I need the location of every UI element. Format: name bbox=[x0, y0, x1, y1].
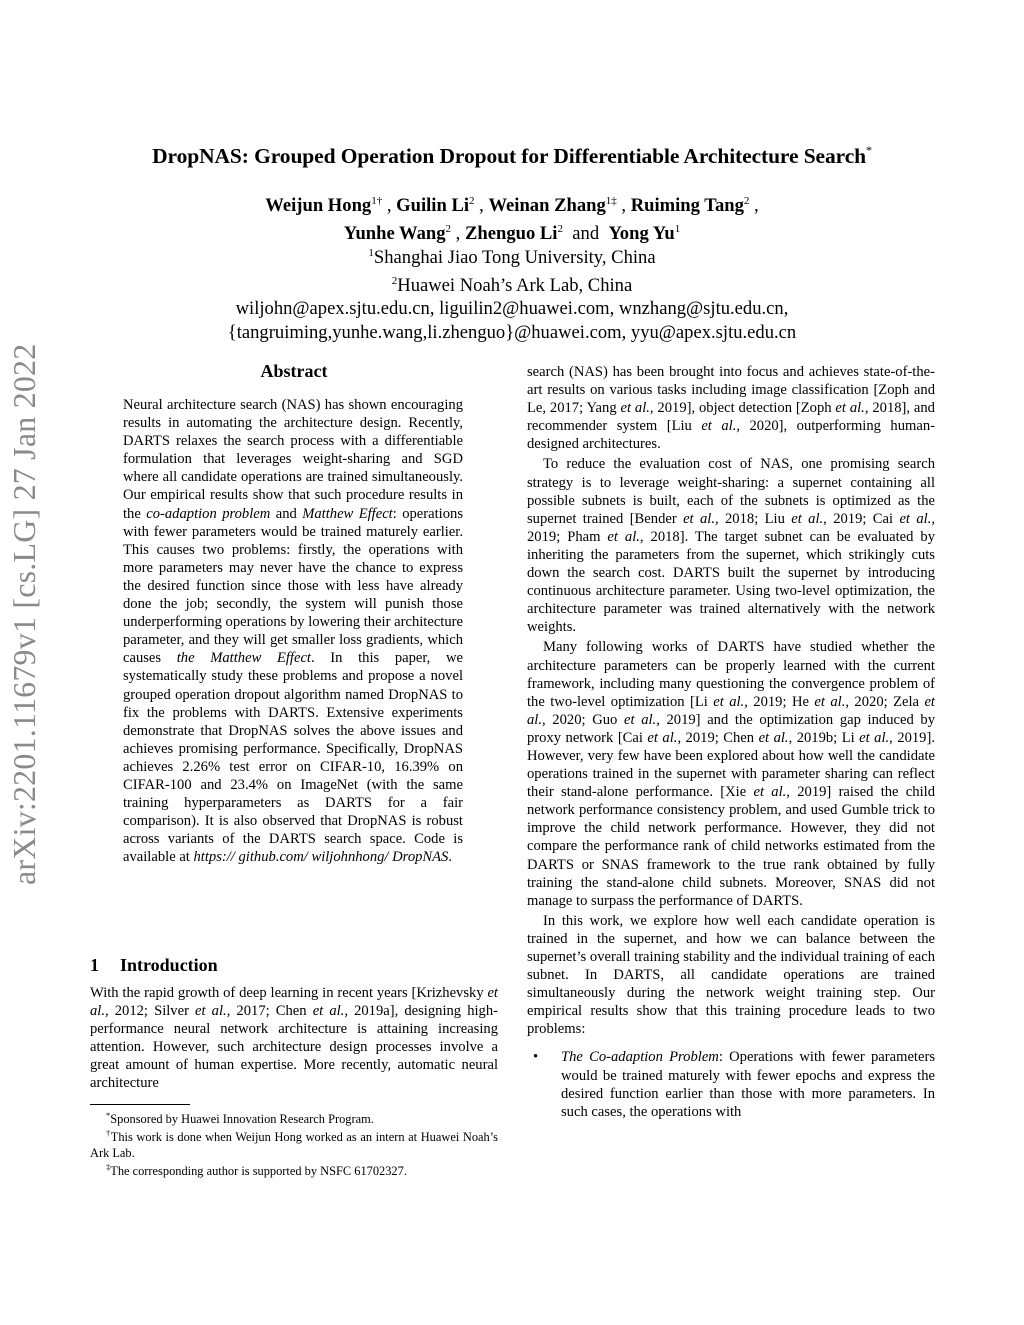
arxiv-identifier: arXiv:2201.11679v1 [cs.LG] 27 Jan 2022 bbox=[6, 343, 42, 885]
author-line-2: Yunhe Wang$^2$ , Zhenguo Li$^2$ and Yong Yu$^1$ bbox=[343, 222, 681, 244]
author-line-1: Weijun Hong$^{1\dagger}$ , Guilin Li$^2$ , Weinan Zhang$^{1\ddagger}$ , Ruiming Tang$^2$ , bbox=[265, 195, 759, 216]
abstract-heading: Abstract bbox=[260, 361, 328, 381]
bullet-dot: • bbox=[533, 1049, 539, 1066]
affiliation-1: $^1$Shanghai Jiao Tong University, China bbox=[368, 247, 656, 268]
author-name: Yong Yu bbox=[608, 222, 675, 244]
paragraph: Many following works of DARTS have studied whether the architecture parameters can be properly learned with the current framework, including many questioning the convergence problem of the two-level optimization [Li et al., 2019; He et al., 2020; Zela et al., 2020; Guo et al., 2019] and the optimization gap induced by proxy network [Cai et al., 2019; Chen et al., 2019b; Li et al., 2019]. However, very few have been explored about how well the candidate operations trained in the supernet with parameter sharing can reflect their stand-alone performance. [Xie et al., 2019] raised the child network performance consistency problem, and used Gumble trick to improve the child network performance. However, they did not compare the performance rank of child networks estimated from the DARTS or SNAS framework to the true rank obtained by fully training the stand-alone child subnets. Moreover, SNAS did not manage to surpass the performance of DARTS. bbox=[527, 639, 936, 909]
author-name: Yunhe Wang bbox=[343, 222, 446, 244]
paper-title: DropNAS: Grouped Operation Dropout for Differentiable Architecture Search* bbox=[152, 143, 872, 168]
right-column bbox=[527, 363, 935, 1121]
affiliation-2: $^2$Huawei Noah’s Ark Lab, China bbox=[391, 274, 633, 296]
abstract-body: Neural architecture search (NAS) has shown encouraging results in automating the architecture design. Recently, DARTS relaxes the search process with a differentiable formulation that leverages weight-sharing and SGD where all candidate operations are trained simultaneously. Our empirical results show that such procedure results in the co-adaption problem and Matthew Effect: operations with fewer parameters would be trained maturely earlier. This causes two problems: firstly, the operations with more parameters may never have the chance to express the desired function since those with less have already done the job; secondly, the system will punish those underperforming operations by lowering their architecture parameter, and they will get smaller loss gradients, which causes the Matthew Effect. In this paper, we systematically study these problems and propose a novel grouped operation dropout algorithm named DropNAS to fix the problems with DARTS. Extensive experiments demonstrate that DropNAS solves the above issues and achieves promising performance. Specifically, DropNAS achieves 2.26% test error on CIFAR-10, 16.39% on CIFAR-100 and 23.4% on ImageNet (with the same training hyperparameters as DARTS for a fair comparison). It is also observed that DropNAS is robust across variants of the DARTS search space. Code is available at https:// github.com/ wiljohnhong/ DropNAS. bbox=[123, 397, 463, 866]
emails-line-1: wiljohn@apex.sjtu.edu.cn, liguilin2@huawei.com, wnzhang@sjtu.edu.cn, bbox=[235, 298, 789, 319]
paragraph: To reduce the evaluation cost of NAS, one promising search strategy is to leverage weight-sharing: a supernet containing all possible subnets is built, each of the subnets is optimized as the supernet trained [Bender et al., 2018; Liu et al., 2019; Cai et al., 2019; Pham et al., 2018]. The target subnet can be evaluated by inheriting the parameters from the supernet, which strikingly cuts down the search cost. DARTS built the supernet by introducing continuous architecture parameter. Using two-level optimization, the architecture parameter was trained alternatively with the network weights. bbox=[527, 456, 936, 636]
author-name: Ruiming Tang bbox=[630, 195, 744, 216]
footnote-1: *Sponsored by Huawei Innovation Research Program. bbox=[106, 1110, 374, 1126]
footnote-2: †This work is done when Weijun Hong worked as an intern at Huawei Noah’s Ark Lab. bbox=[90, 1128, 498, 1160]
emails-line-2: {tangruiming,yunhe.wang,li.zhenguo}@huawei.com, yyu@apex.sjtu.edu.cn bbox=[227, 321, 797, 343]
code-url: https:// github.com/ wiljohnhong/ DropNAS bbox=[193, 849, 449, 866]
author-list bbox=[60, 190, 964, 245]
author-name: Weijun Hong bbox=[265, 195, 372, 216]
section-heading-introduction: 1 Introduction bbox=[90, 955, 218, 975]
author-name: Guilin Li bbox=[396, 195, 470, 216]
bullet-item: • The Co-adaption Problem: Operations with fewer parameters would be trained maturely with fewer epochs and express the desired function earlier than those with more parameters. In such cases, the operations with bbox=[533, 1049, 935, 1120]
paragraph: In this work, we explore how well each candidate operation is trained in the supernet, and how we can balance between the supernet’s overall training stability and the individual training of each subnet. In DARTS, all candidate operations are trained simultaneously during the network weight training step. Our empirical results show that this training procedure leads to two problems: bbox=[527, 912, 935, 1038]
author-name: Zhenguo Li bbox=[464, 222, 558, 244]
footnote-3: ‡The corresponding author is supported by NSFC 61702327. bbox=[106, 1162, 407, 1178]
introduction-body: With the rapid growth of deep learning in recent years [Krizhevsky et al., 2012; Silver et al., 2017; Chen et al., 2019a], designing high-performance neural network architecture is attaining increasing attention. However, such architecture design processes involve a great amount of human expertise. More recently, automatic neural architecture bbox=[90, 985, 498, 1092]
title-footnote-mark: * bbox=[866, 143, 872, 157]
affiliations bbox=[60, 242, 964, 344]
author-name: Weinan Zhang bbox=[488, 195, 606, 216]
paragraph: search (NAS) has been brought into focus and achieves state-of-the-art results on various tasks including image classification [Zoph and Le, 2017; Yang et al., 2019], object detection [Zoph et al., 2018], and recommender system [Liu et al., 2020], outperforming human-designed architectures. bbox=[527, 364, 935, 453]
footnote-rule bbox=[90, 1104, 190, 1105]
